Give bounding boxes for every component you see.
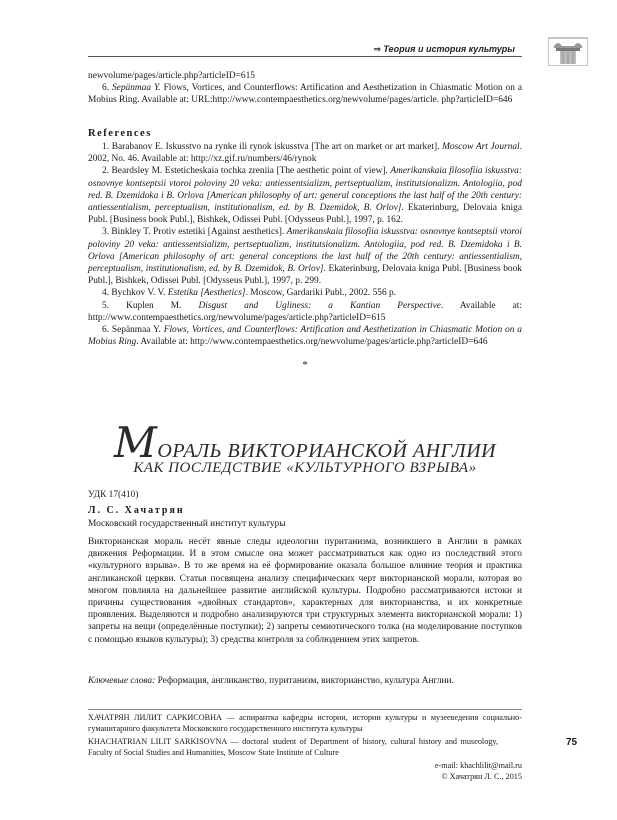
keywords [88,675,522,687]
divider-star: * [302,359,308,371]
reference-rest: . Available at: http://www.contempaesthetics.org/newvolume/pages/article.php?articleID=646 [136,337,488,348]
reference-rest: . Ekaterinburg, Delovaia kniga Publ. [Business book Publ.], Bishkek, Odissei Publ. [Odysseus Publ.], 1997, p. 299. [88,264,522,287]
reference-rest: . Ekaterinburg, Delovaia kniga Publ. [Business book Publ.], Bishkek, Odissei Publ. [Odysseus Publ.], 1997, p. 162. [88,203,522,226]
author-email: e-mail: khachlilit@mail.ru [434,761,522,770]
source-item-6 [88,82,522,106]
footnote-en [88,737,498,758]
item-author: Sepänmaa Y. [111,83,161,94]
item-tail: php?articleID=646 [441,95,513,106]
reference-item [88,324,522,348]
article-title-line2: КАК ПОСЛЕДСТВИЕ «КУЛЬТУРНОГО ВЗРЫВА» [133,460,477,476]
header-rule [88,56,522,57]
page-number: 75 [566,737,578,748]
title-line1-text: ОРАЛЬ ВИКТОРИАНСКОЙ АНГЛИИ [157,440,497,462]
reference-lead: 5. Kuplen M. [102,300,199,311]
udk-code: УДК 17(410) [88,490,139,500]
column-capital-icon [548,34,588,66]
reference-item [88,300,522,324]
footnote-ru [88,713,522,734]
footnote-ru-name: ХАЧАТРЯН ЛИЛИТ САРКИСОВНА [88,713,222,722]
reference-lead: 6. Sepänmaa Y. [102,325,164,336]
reference-lead: 1. Barabanov E. Iskusstvo na rynke ili rynok iskusstva [The art on market or art market]. [102,142,443,152]
top-continuation [88,70,522,107]
footnote-en-name: KHACHATRIAN LILIT SARKISOVNA [88,737,227,746]
reference-lead: 4. Bychkov V. V. [102,288,168,299]
item-text: Flows, Vortices, and Counterflows: Artification and Aesthetization in Chiasmatic Motion on a Mobius Ring. Available at: URL:http://www.contempaesthetics.org/newvolume/pages/article. [88,83,522,106]
author-name: Л. С. Хачатрян [88,505,185,516]
references-heading: References [88,128,152,139]
reference-title: Disgust and Ugliness: a Kantian Perspective [198,300,441,311]
reference-title: Moscow Art Journal [442,142,520,152]
item-number: 6. [102,83,110,94]
keywords-text: Реформация, англиканство, пуританизм, викторианство, культура Англии. [155,676,454,686]
reference-title: Estetika [Aesthetics] [167,288,246,299]
author-affiliation: Московский государственный институт культуры [88,519,286,529]
reference-item [88,287,522,299]
reference-rest: . Moscow, Gardariki Publ., 2002. 556 p. [245,288,397,299]
reference-lead: 2. Beardsley M. Esteticheskaia tochka zreniia [The aesthetic point of view]. [102,166,391,177]
running-title: ⇒ Теория и история культуры [373,44,515,54]
reference-title: Amerikanskaia filosofiia iskusstva: osnovnye kontseptsii vtoroi poloviny 20 veka: antiessentsializm, pertseptualizm, institutsionalizm. Antologiia, pod red. B. Dzemidoka i B. Orlova [American philosophy of art: general conceptions the last half of the 20th century: antiessentialism, perceptualism, institutionalism, ed. by B. Dzemidok, B. Orlov] [88,166,522,214]
footnote-rule [88,709,522,710]
reference-item [88,226,522,287]
keywords-label: Ключевые слова: [88,676,156,686]
reference-item [88,165,522,226]
footnote-ru-text: — аспирантка кафедры истории, истории культуры и музееведения социально-гуманитарного факультета Московского государственного института культуры [88,713,523,733]
references-list [88,141,522,348]
abstract: Викторианская мораль несёт явные следы идеологии пуританизма, возникшего в Англии в рамках движения Реформации. И в этом смысле она может рассматриваться как одно из последствий этого «культурного взрыва». В то же время на её формирование оказала большое влияние теория и практика англиканской церкви. Статья посвящена анализу специфических черт викторианской морали, которая во многом повлияла на дальнейшее развитие английской культуры. Подробно рассматриваются истоки и причины существования «двойных стандартов», характерных для викторианства, и их конкретные проявления. Выделяются и подробно анализируются три структурных элемента викторианской морали: 1) запреты на вещи (определённые поступки); 2) запреты семиотического толка (на моделирование поступков с помощью языков культуры); 3) средства контроля за соблюдением этих запретов. [88,537,522,645]
footnote-en-text: — doctoral student of Department of history, cultural history and museology, Faculty of Social Studies and Humanities, Moscow State Institute of Culture [88,737,498,757]
reference-title: Flows, Vortices, and Counterflows: Artification and Aesthetization in Chiasmatic Motion on a Mobius Ring [88,325,522,348]
reference-title: Amerikanskaia filosofiia iskusstva: osnovnye kontseptsii vtoroi poloviny 20 veka: antiessentsializm, pertseptualizm, institutsionalizm. Antologiia, pod red. B. Dzemidoka i B. Orlova [American philosophy of art: general conceptions the last half of the 20th century: antiessentialism, perceptualism, institutionalism, ed. by B. Dzemidok, B. Orlov] [88,227,522,275]
reference-rest: . Available at: http://www.contempaesthetics.org/newvolume/pages/article.php?articleID=615 [88,300,523,323]
continued-url: newvolume/pages/article.php?articleID=615 [88,71,255,81]
reference-rest: . 2002, No. 46. Available at: http://xz.gif.ru/numbers/46/rynok [88,142,522,165]
title-initial: М [113,418,158,467]
reference-item [88,141,522,165]
reference-lead: 3. Binkley T. Protiv estetiki [Against aesthetics]. [102,227,287,238]
copyright: © Хачатрян Л. С., 2015 [441,772,522,781]
